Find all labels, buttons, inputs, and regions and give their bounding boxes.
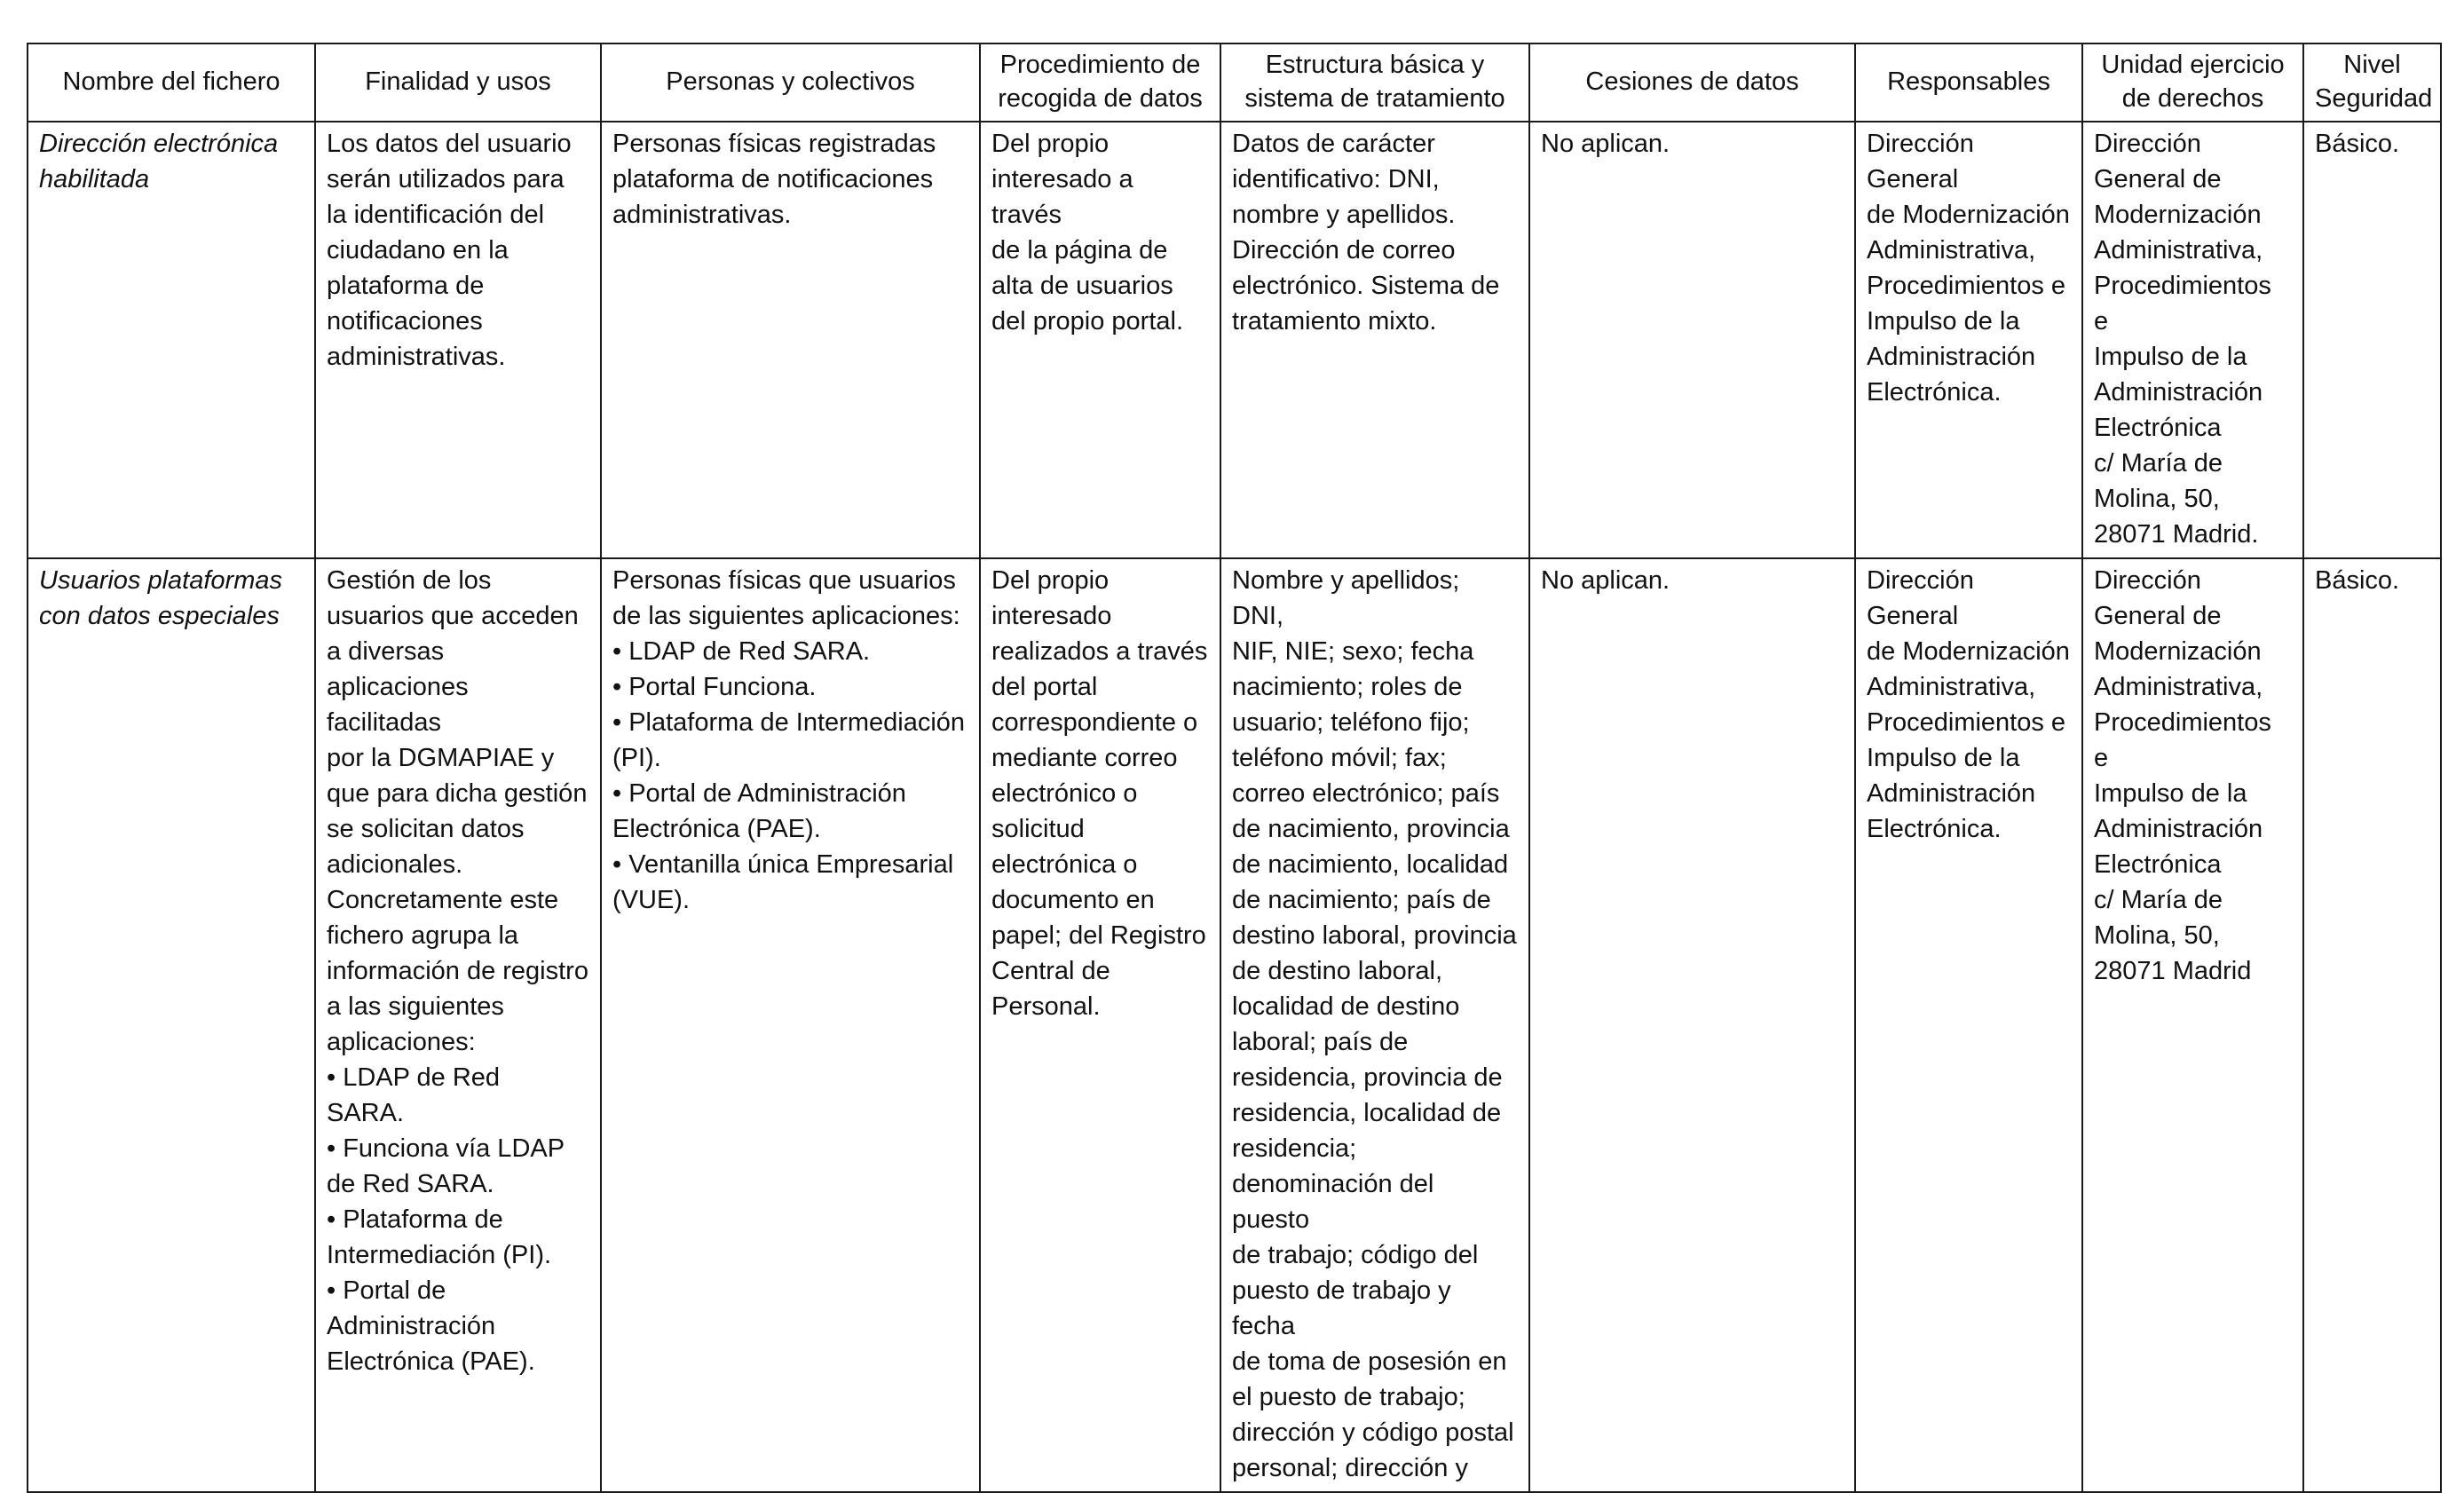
header-responsables: Responsables (1855, 43, 2082, 122)
cell-cesiones-datos: No aplican. (1529, 558, 1855, 1492)
cell-procedimiento-recogida: Del propio interesado realizados a través del portal correspondiente o mediante correo electrónico o solicitud electrónica o documento en papel; del Registro Central de Personal. (980, 558, 1220, 1492)
cell-nombre-fichero: Usuarios plataformas con datos especiales (28, 558, 315, 1492)
cell-nivel-seguridad: Básico. (2303, 122, 2441, 558)
cell-estructura-basica: Datos de carácter identificativo: DNI, nombre y apellidos. Dirección de correo electrónico. Sistema de tratamiento mixto. (1220, 122, 1529, 558)
header-personas-colectivos: Personas y colectivos (601, 43, 980, 122)
cell-nombre-fichero: Dirección electrónica habilitada (28, 122, 315, 558)
header-procedimiento-recogida: Procedimiento de recogida de datos (980, 43, 1220, 122)
header-nombre-fichero: Nombre del fichero (28, 43, 315, 122)
cell-finalidad-usos: Gestión de los usuarios que acceden a diversas aplicaciones facilitadas por la DGMAPIAE y que para dicha gestión se solicitan datos adicionales. Concretamente este fichero agrupa la información de registro a las siguientes aplicaciones: • LDAP de Red SARA. • Funciona vía LDAP de Red SARA. • Plataforma de Intermediación (PI). • Portal de Administración Electrónica (PAE). (315, 558, 601, 1492)
cell-responsables: Dirección General de Modernización Administrativa, Procedimientos e Impulso de la Administración Electrónica. (1855, 558, 2082, 1492)
cell-nivel-seguridad: Básico. (2303, 558, 2441, 1492)
cell-estructura-basica: Nombre y apellidos; DNI, NIF, NIE; sexo; fecha nacimiento; roles de usuario; teléfono fijo; teléfono móvil; fax; correo electrónico; país de nacimiento, provincia de nacimiento, localidad de nacimiento; país de destino laboral, provincia de destino laboral, localidad de destino laboral; país de residencia, provincia de residencia, localidad de residencia; denominación del puesto de trabajo; código del puesto de trabajo y fecha de toma de posesión en el puesto de trabajo; dirección y código postal personal; dirección y (1220, 558, 1529, 1492)
table-row (28, 558, 2441, 1492)
header-estructura-basica: Estructura básica y sistema de tratamiento (1220, 43, 1529, 122)
cell-unidad-derechos: Dirección General de Modernización Administrativa, Procedimientos e Impulso de la Administración Electrónica c/ María de Molina, 50, 28071 Madrid. (2082, 122, 2303, 558)
table-row (28, 122, 2441, 558)
cell-personas-colectivos: Personas físicas registradas plataforma de notificaciones administrativas. (601, 122, 980, 558)
cell-cesiones-datos: No aplican. (1529, 122, 1855, 558)
cell-finalidad-usos: Los datos del usuario serán utilizados para la identificación del ciudadano en la plataforma de notificaciones administrativas. (315, 122, 601, 558)
cell-responsables: Dirección General de Modernización Administrativa, Procedimientos e Impulso de la Administración Electrónica. (1855, 122, 2082, 558)
cell-unidad-derechos: Dirección General de Modernización Administrativa, Procedimientos e Impulso de la Administración Electrónica c/ María de Molina, 50, 28071 Madrid (2082, 558, 2303, 1492)
header-nivel-seguridad: Nivel Seguridad (2303, 43, 2441, 122)
cell-personas-colectivos: Personas físicas que usuarios de las siguientes aplicaciones: • LDAP de Red SARA. • Portal Funciona. • Plataforma de Intermediación (PI). • Portal de Administración Electrónica (PAE). • Ventanilla única Empresarial (VUE). (601, 558, 980, 1492)
header-unidad-derechos: Unidad ejercicio de derechos (2082, 43, 2303, 122)
header-cesiones-datos: Cesiones de datos (1529, 43, 1855, 122)
cell-procedimiento-recogida: Del propio interesado a través de la página de alta de usuarios del propio portal. (980, 122, 1220, 558)
table-header-row (28, 43, 2441, 122)
data-table (27, 43, 2442, 1493)
header-finalidad-usos: Finalidad y usos (315, 43, 601, 122)
